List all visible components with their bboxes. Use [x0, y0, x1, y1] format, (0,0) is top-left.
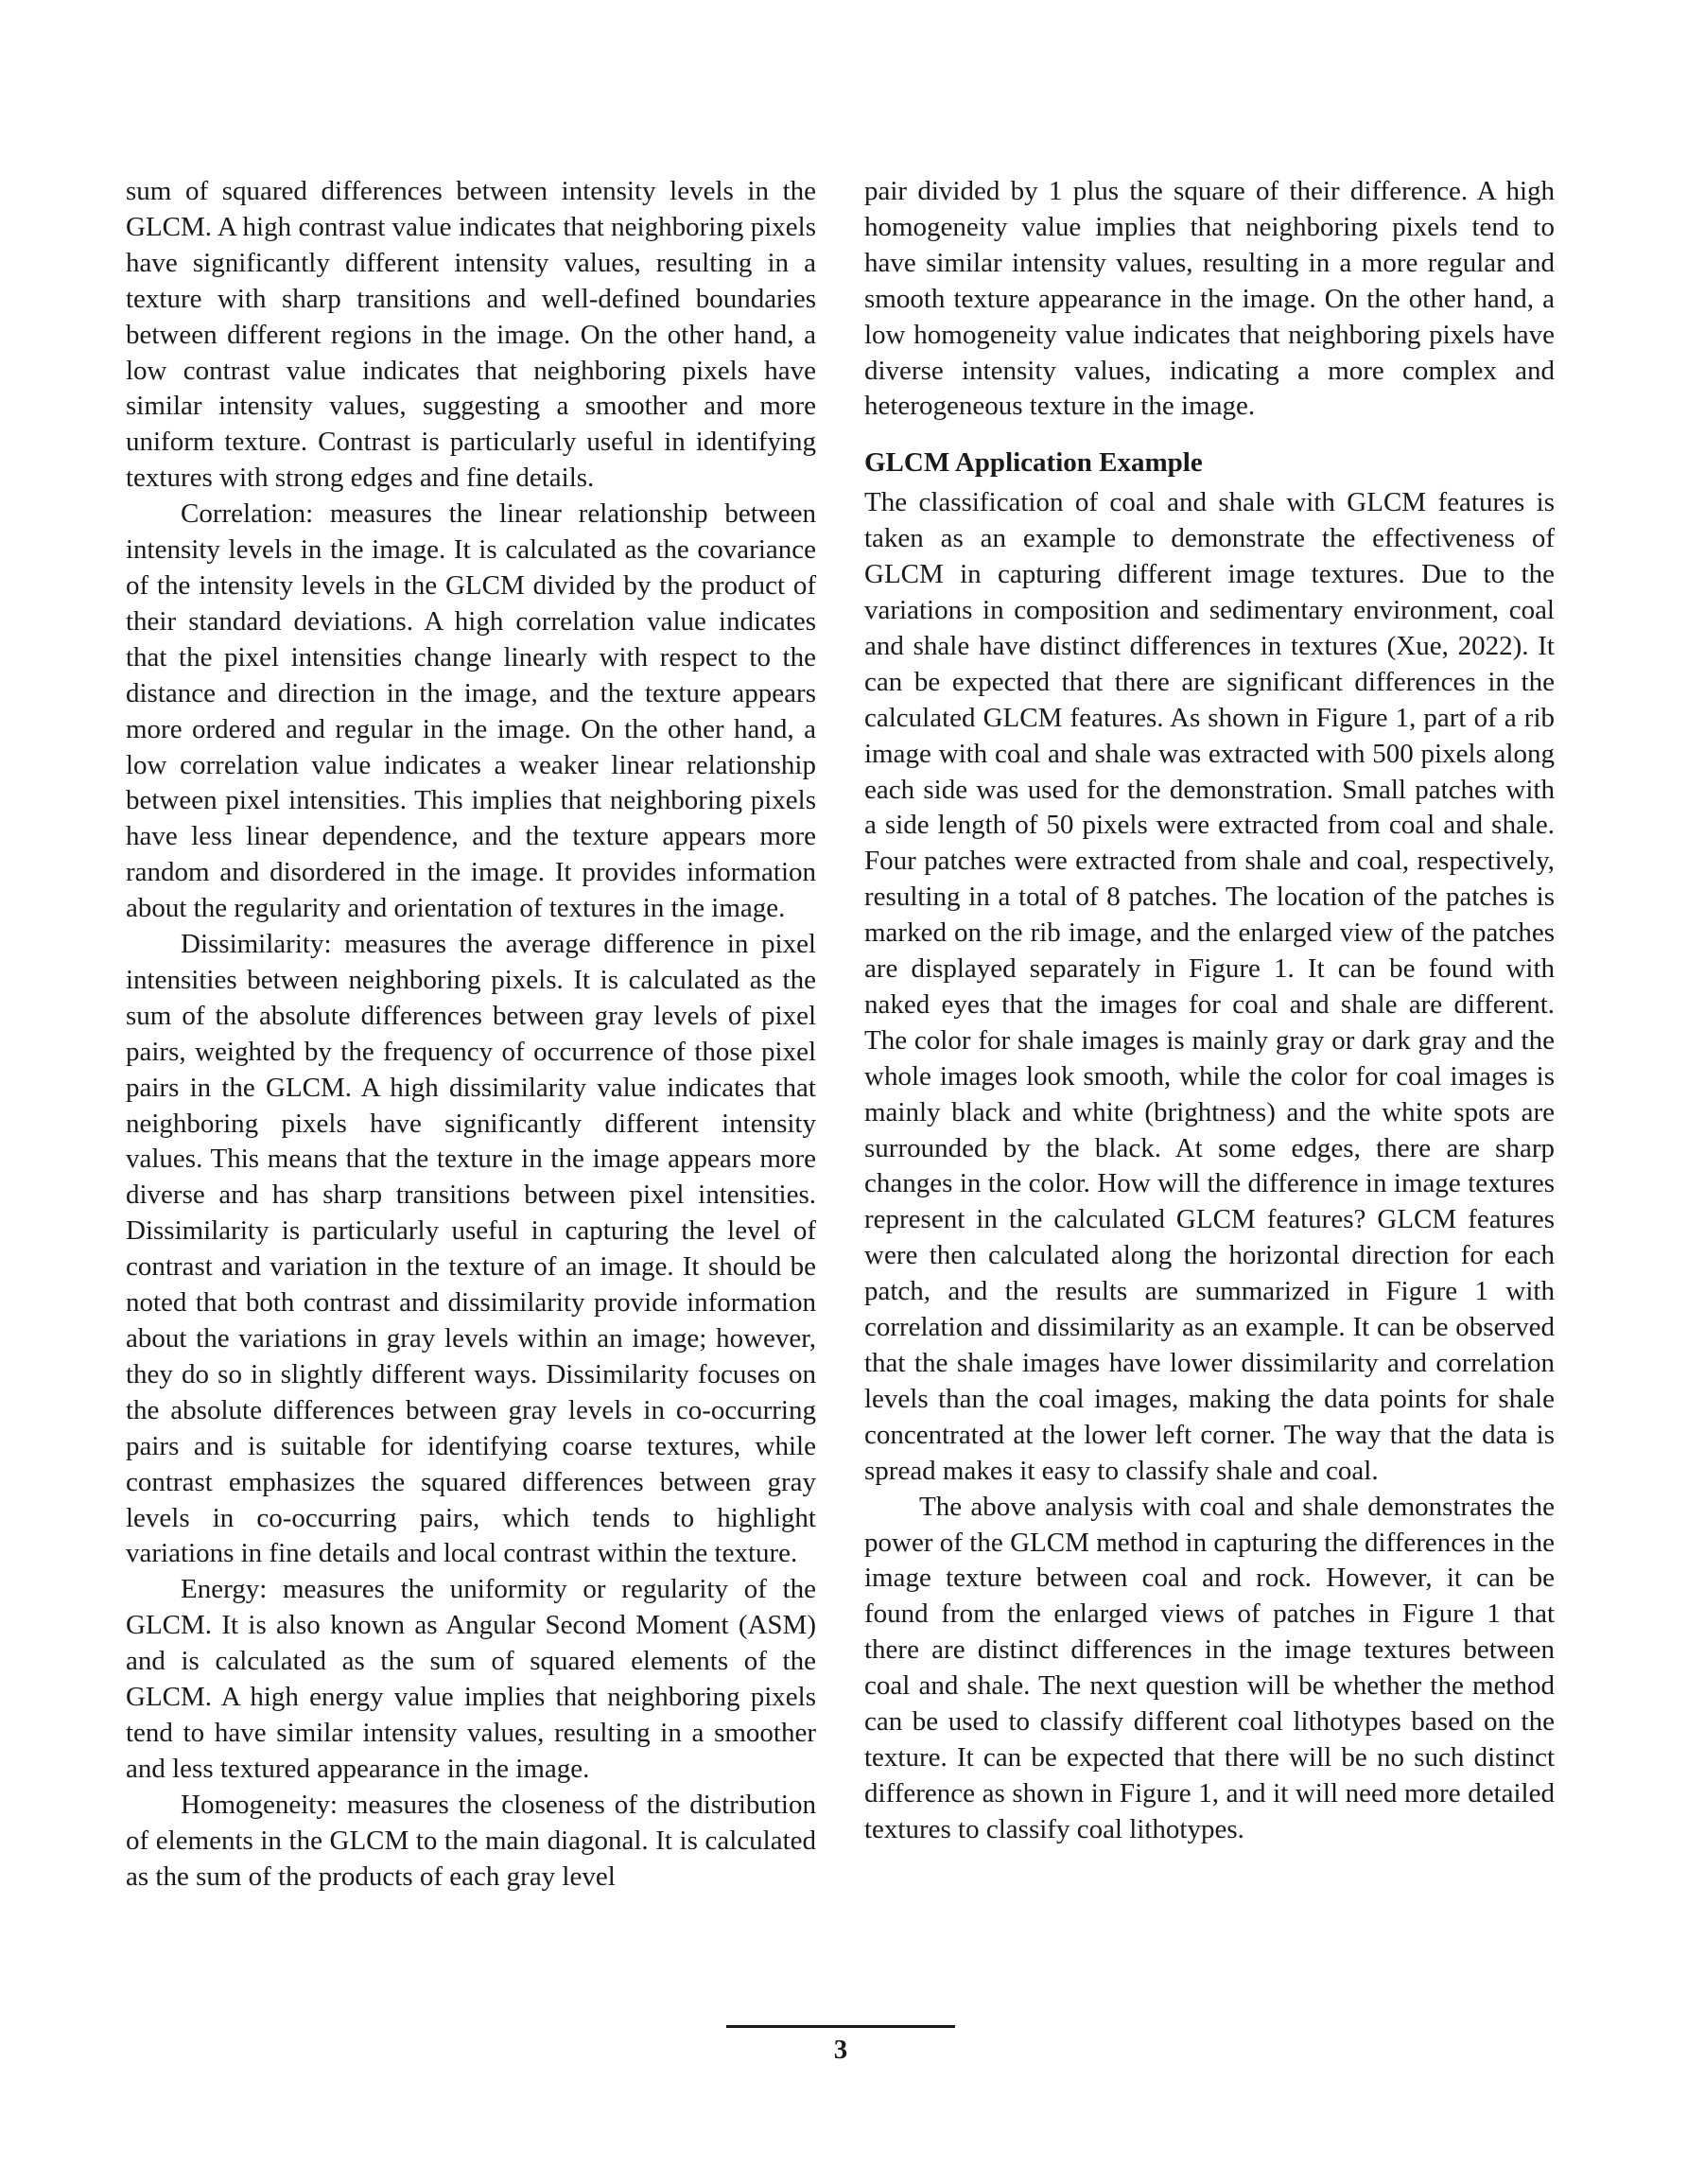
dissimilarity-paragraph: Dissimilarity: measures the average difference in pixel intensities between neighboring pixels. It is calculated as the sum of the absolute differences between gray levels of pixel pairs, weighted by the frequency of occurrence of those pixel pairs in the GLCM. A high dissimilarity value indicates that neighboring pixels have significantly different intensity values. This means that the texture in the image appears more diverse and has sharp transitions between pixel intensities. Dissimilarity is particularly useful in capturing the level of contrast and variation in the texture of an image. It should be noted that both contrast and dissimilarity provide information about the variations in gray levels within an image; however, they do so in slightly different ways. Dissimilarity focuses on the absolute differences between gray levels in co-occurring pairs and is suitable for identifying coarse textures, while contrast emphasizes the squared differences between gray levels in co-occurring pairs, which tends to highlight variations in fine details and local contrast within the texture. — [126, 929, 816, 1569]
homogeneity-paragraph-continued: pair divided by 1 plus the square of their difference. A high homogeneity value implies that neighboring pixels tend to have similar intensity values, resulting in a more regular and smooth texture appearance in the image. On the other hand, a low homogeneity value indicates that neighboring pixels have diverse intensity values, indicating a more complex and heterogeneous texture in the image. — [864, 176, 1555, 422]
example-paragraph: The classification of coal and shale with GLCM features is taken as an example to demonstrate the effectiveness of GLCM in capturing different image textures. Due to the variations in composition and sedimentary environment, coal and shale have distinct differences in textures (Xue, 2022). It can be expected that there are significant differences in the calculated GLCM features. As shown in Figure 1, part of a rib image with coal and shale was extracted with 500 pixels along each side was used for the demonstration. Small patches with a side length of 50 pixels were extracted from coal and shale. Four patches were extracted from shale and coal, respectively, resulting in a total of 8 patches. The location of the patches is marked on the rib image, and the enlarged view of the patches are displayed separately in Figure 1. It can be found with naked eyes that the images for coal and shale are different. The color for shale images is mainly gray or dark gray and the whole images look smooth, while the color for coal images is mainly black and white (brightness) and the white spots are surrounded by the black. At some edges, there are sharp changes in the color. How will the difference in image textures represent in the calculated GLCM features? GLCM features were then calculated along the horizontal direction for each patch, and the results are summarized in Figure 1 with correlation and dissimilarity as an example. It can be observed that the shale images have lower dissimilarity and correlation levels than the coal images, making the data points for shale concentrated at the lower left corner. The way that the data is spread makes it easy to classify shale and coal. — [864, 487, 1555, 1486]
energy-paragraph: Energy: measures the uniformity or regularity of the GLCM. It is also known as Angular Second Moment (ASM) and is calculated as the sum of squared elements of the GLCM. A high energy value implies that neighboring pixels tend to have similar intensity values, resulting in a smoother and less textured appearance in the image. — [126, 1574, 816, 1784]
left-column — [126, 174, 816, 1896]
right-column — [864, 174, 1555, 1848]
footer-rule — [726, 2025, 955, 2028]
analysis-paragraph: The above analysis with coal and shale demonstrates the power of the GLCM method in capturing the differences in the image texture between coal and rock. However, it can be found from the enlarged views of patches in Figure 1 that there are distinct differences in the image textures between coal and shale. The next question will be whether the method can be used to classify different coal lithotypes based on the texture. It can be expected that there will be no such distinct difference as shown in Figure 1, and it will need more detailed textures to classify coal lithotypes. — [864, 1491, 1555, 1844]
correlation-paragraph: Correlation: measures the linear relationship between intensity levels in the image. It is calculated as the covariance of the intensity levels in the GLCM divided by the product of their standard deviations. A high correlation value indicates that the pixel intensities change linearly with respect to the distance and direction in the image, and the texture appears more ordered and regular in the image. On the other hand, a low correlation value indicates a weaker linear relationship between pixel intensities. This implies that neighboring pixels have less linear dependence, and the texture appears more random and disordered in the image. It provides information about the regularity and orientation of textures in the image. — [126, 498, 816, 924]
contrast-paragraph-continued: sum of squared differences between intensity levels in the GLCM. A high contrast value indicates that neighboring pixels have significantly different intensity values, resulting in a texture with sharp transitions and well-defined boundaries between different regions in the image. On the other hand, a low contrast value indicates that neighboring pixels have similar intensity values, suggesting a smoother and more uniform texture. Contrast is particularly useful in identifying textures with strong edges and fine details. — [126, 176, 816, 494]
section-heading: GLCM Application Example — [864, 447, 1203, 479]
homogeneity-paragraph: Homogeneity: measures the closeness of the distribution of elements in the GLCM to the main diagonal. It is calculated as the sum of the products of each gray level — [126, 1789, 816, 1892]
page-number: 3 — [833, 2035, 848, 2065]
